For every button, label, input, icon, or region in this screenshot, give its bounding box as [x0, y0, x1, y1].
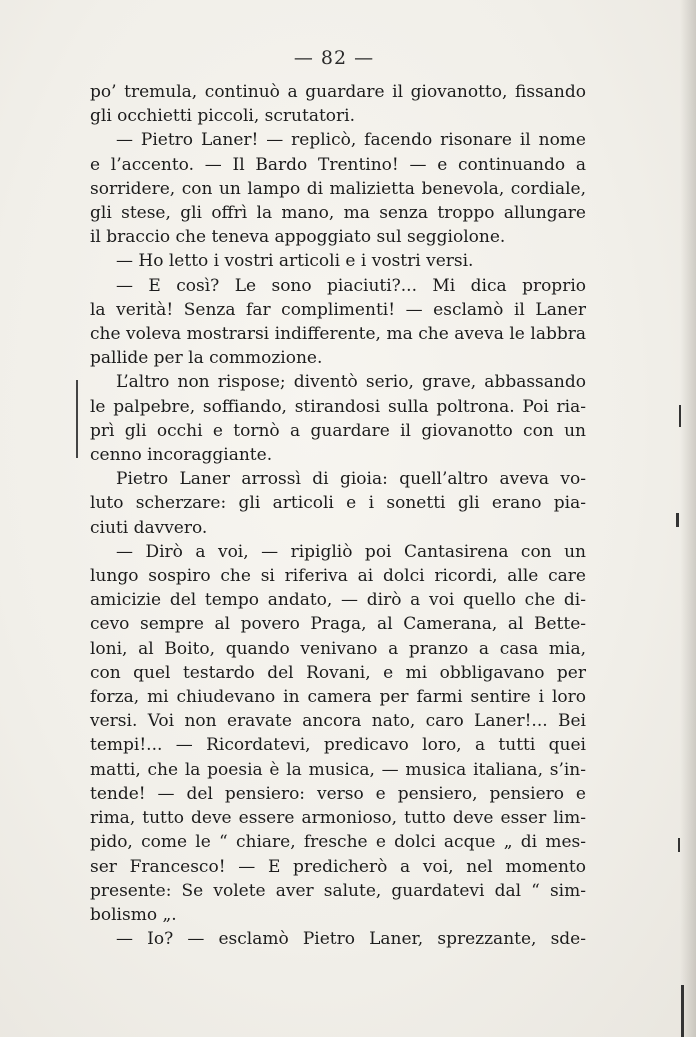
- text-line: — Pietro Laner! — replicò, facendo risonare il nome: [116, 130, 586, 151]
- page-number: — 82 —: [293, 47, 375, 69]
- text-line: il braccio che teneva appoggiato sul seggiolone.: [90, 227, 506, 248]
- text-line: tende! — del pensiero: verso e pensiero, pensiero e: [90, 783, 586, 804]
- body-text: [90, 80, 586, 951]
- text-line: — Dirò a voi, — ripigliò poi Cantasirena con un: [116, 541, 586, 562]
- text-line: bolismo „.: [90, 904, 177, 925]
- edge-mark: [679, 405, 681, 427]
- text-line: pallide per la commozione.: [90, 348, 323, 369]
- text-line: rima, tutto deve essere armonioso, tutto deve esser lim-: [90, 808, 586, 829]
- text-line: le palpebre, soffiando, stirandosi sulla poltrona. Poi ria-: [90, 396, 586, 417]
- text-line: — Io? — esclamò Pietro Laner, sprezzante, sde-: [116, 929, 586, 950]
- text-line: lungo sospiro che si riferiva ai dolci ricordi, alle care: [90, 566, 586, 587]
- text-line: matti, che la poesia è la musica, — musica italiana, s’in-: [90, 759, 586, 780]
- text-line: — E così? Le sono piaciuti?... Mi dica proprio: [116, 275, 586, 296]
- text-line: sorridere, con un lampo di malizietta benevola, cordiale,: [90, 178, 586, 199]
- text-line: gli occhietti piccoli, scrutatori.: [90, 106, 355, 127]
- text-line: e l’accento. — Il Bardo Trentino! — e continuando a: [90, 154, 586, 175]
- text-line: Pietro Laner arrossì di gioia: quell’altro aveva vo-: [116, 469, 586, 490]
- text-line: presente: Se volete aver salute, guardatevi dal “ sim-: [90, 880, 586, 901]
- text-line: pido, come le “ chiare, fresche e dolci acque „ di mes-: [90, 832, 586, 853]
- text-line: amicizie del tempo andato, — dirò a voi quello che di-: [90, 590, 586, 611]
- text-line: po’ tremula, continuò a guardare il giovanotto, fissando: [90, 82, 586, 102]
- text-line: tempi!... — Ricordatevi, predicavo loro, a tutti quei: [90, 735, 586, 756]
- text-line: — Ho letto i vostri articoli e i vostri versi.: [116, 251, 474, 272]
- text-line: prì gli occhi e tornò a guardare il giovanotto con un: [90, 420, 586, 441]
- text-line: con quel testardo del Rovani, e mi obbligavano per: [90, 662, 586, 683]
- text-line: versi. Voi non eravate ancora nato, caro Laner!... Bei: [90, 711, 586, 732]
- edge-mark: [676, 513, 679, 527]
- page-edge-shadow: [680, 0, 696, 1037]
- text-line: L’altro non rispose; diventò serio, grave, abbassando: [116, 372, 586, 393]
- text-line: la verità! Senza far complimenti! — esclamò il Laner: [90, 299, 586, 320]
- text-line: luto scherzare: gli articoli e i sonetti gli erano pia-: [90, 493, 586, 514]
- text-line: ser Francesco! — E predicherò a voi, nel momento: [90, 856, 586, 877]
- text-line: ciuti davvero.: [90, 517, 208, 538]
- margin-pencil-mark: [76, 380, 78, 458]
- text-line: cevo sempre al povero Praga, al Camerana, al Bette-: [90, 614, 586, 635]
- edge-mark: [681, 985, 684, 1037]
- edge-mark: [678, 838, 680, 852]
- text-line: che voleva mostrarsi indifferente, ma che aveva le labbra: [90, 324, 586, 345]
- text-line: gli stese, gli offrì la mano, ma senza troppo allungare: [90, 203, 586, 224]
- text-line: loni, al Boito, quando venivano a pranzo a casa mia,: [90, 638, 586, 659]
- text-line: cenno incoraggiante.: [90, 445, 273, 466]
- text-line: forza, mi chiudevano in camera per farmi sentire i loro: [90, 687, 586, 708]
